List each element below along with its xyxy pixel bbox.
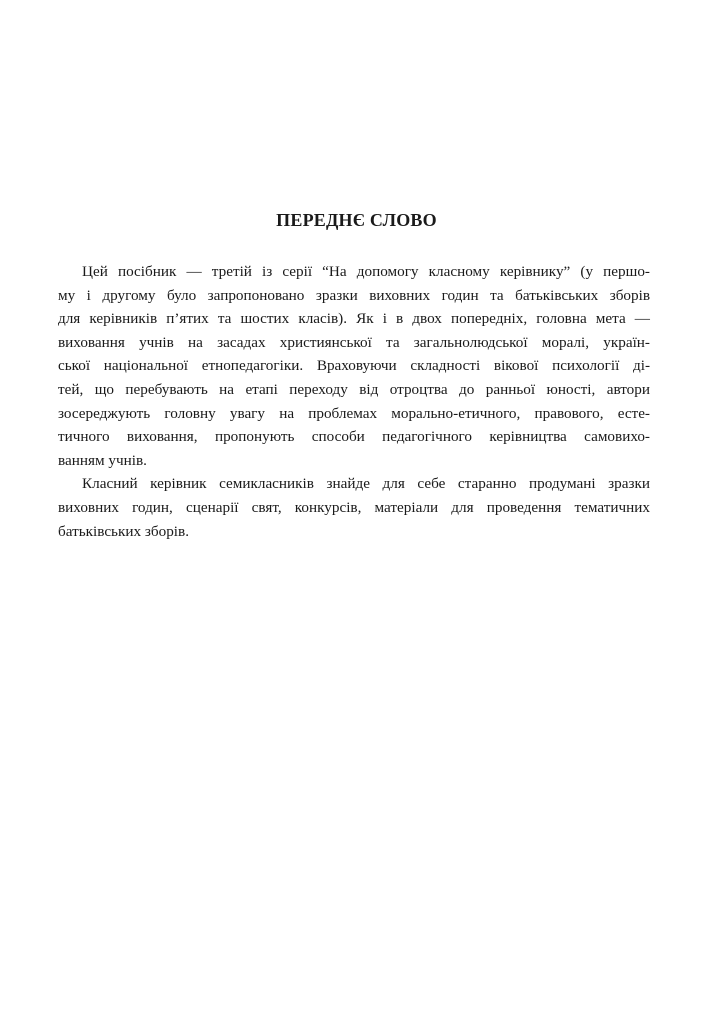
text-line: зосереджують головну увагу на проблемах морально-етичного, правового, есте- [58,404,650,422]
text-line: для керівників п’ятих та шостих класів). Як і в двох попередніх, головна мета — [58,310,650,328]
text-line: ської національної етнопедагогіки. Враховуючи складності вікової психології ді- [58,357,650,375]
paragraph-2 [58,472,650,543]
text-line: виховних годин, сценарії свят, конкурсів, матеріали для проведення тематичних [58,498,650,516]
text-line: Класний керівник семикласників знайде для себе старанно продумані зразки [82,475,650,493]
page-title: ПЕРЕДНЄ СЛОВО [276,210,437,230]
text-line: тичного виховання, пропонують способи педагогічного керівництва самовихо- [58,428,650,446]
text-line: му і другому було запропоновано зразки виховних годин та батьківських зборів [58,286,650,304]
paragraph-1 [58,260,650,472]
body-text [58,260,650,543]
text-line: Цей посібник — третій із серії “На допомогу класному керівнику” (у першо- [82,263,650,280]
text-line: виховання учнів на засадах християнської та загальнолюдської моралі, україн- [58,333,650,351]
text-line: ванням учнів. [58,451,147,469]
text-line: батьківських зборів. [58,522,189,540]
text-line: тей, що перебувають на етапі переходу від отроцтва до ранньої юності, автори [58,380,650,398]
